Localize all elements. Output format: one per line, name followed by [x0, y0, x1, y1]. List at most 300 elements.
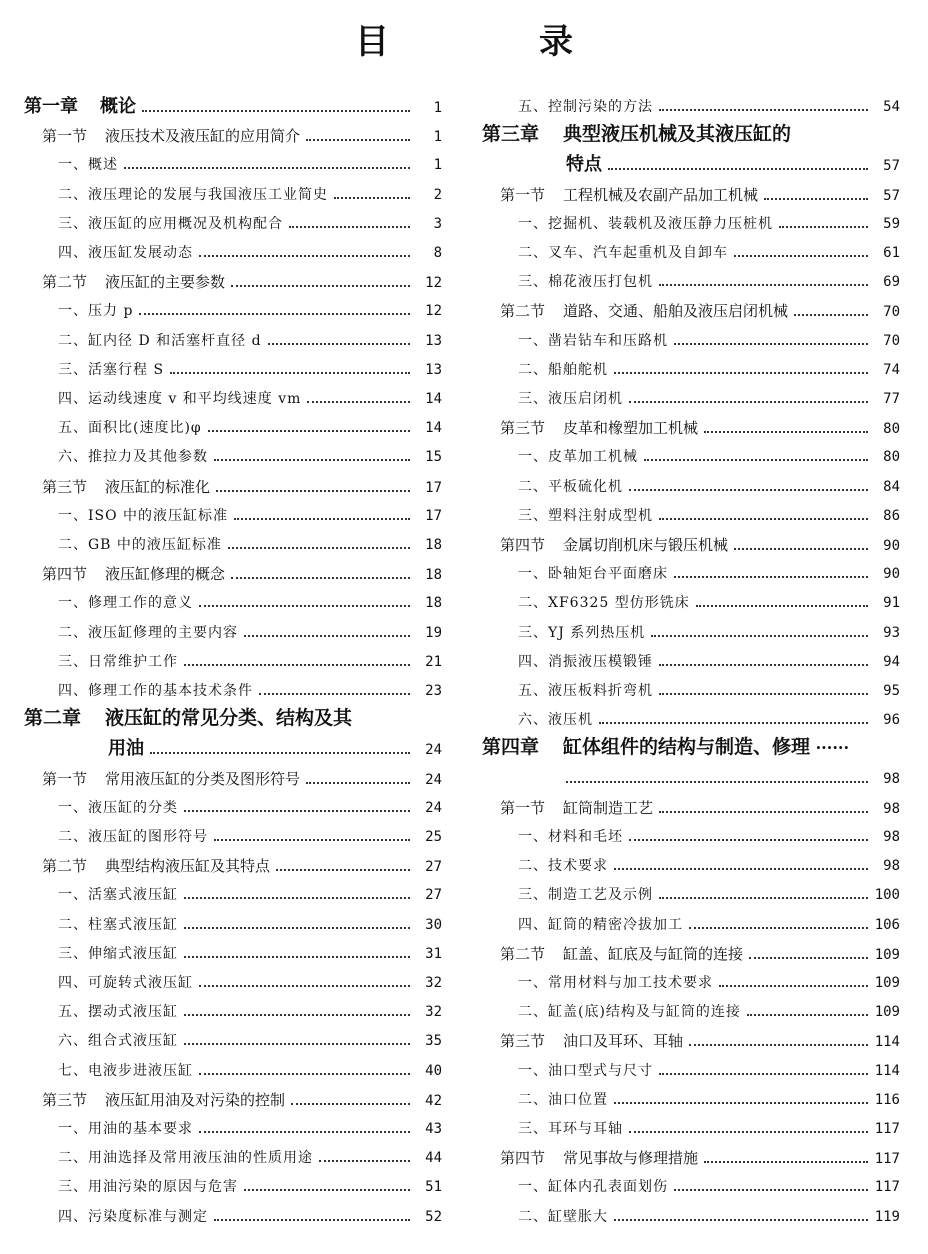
dot-leader [566, 781, 868, 783]
dot-leader [184, 927, 410, 929]
section-title: 液压缸的主要参数 [105, 273, 226, 292]
page-number: 21 [425, 653, 442, 670]
dot-leader [268, 343, 410, 345]
page-number: 54 [883, 99, 900, 115]
page-number: 70 [883, 332, 900, 349]
page-number: 93 [883, 624, 900, 641]
item-title: 二、缸盖(底)结构及与缸筒的连接 [518, 1004, 741, 1021]
dot-leader [629, 489, 868, 491]
page-number: 98 [883, 770, 900, 787]
page-number: 57 [883, 158, 900, 175]
toc-entry [58, 911, 442, 939]
page-number: 61 [883, 245, 900, 261]
item-title: 一、材料和毛坯 [518, 829, 623, 845]
dot-leader [747, 1014, 868, 1016]
toc-entry [518, 881, 900, 909]
toc-entry [42, 852, 442, 880]
dot-leader [199, 255, 410, 257]
page-number: 2 [433, 186, 442, 203]
page-number: 18 [425, 537, 442, 553]
page-number: 27 [425, 859, 442, 876]
page-number: 31 [425, 945, 442, 962]
item-title: 四、液压缸发展动态 [58, 245, 193, 261]
chapter-number: 第二章 [24, 707, 82, 730]
toc-entry [518, 969, 900, 997]
dot-leader [214, 839, 410, 841]
section-title: 皮革和橡塑加工机械 [563, 419, 699, 438]
dot-leader [214, 1219, 410, 1221]
toc-entry [518, 911, 900, 939]
page-number: 114 [874, 1034, 900, 1051]
toc-entry [518, 648, 900, 676]
section-number: 第三节 [42, 1090, 88, 1109]
toc-entry [518, 473, 900, 501]
page-number: 109 [874, 975, 900, 991]
dot-leader [659, 811, 868, 813]
dot-leader [651, 635, 868, 637]
dot-leader [276, 869, 410, 871]
toc-entry [58, 648, 442, 676]
section-title: 缸盖、缸底及与缸筒的连接 [563, 944, 744, 963]
page-number: 19 [425, 624, 442, 641]
page-number: 80 [883, 421, 900, 438]
dot-leader [214, 459, 410, 461]
dot-leader [674, 1189, 868, 1191]
toc-entry [42, 560, 442, 588]
page-number: 24 [425, 771, 442, 788]
dot-leader [629, 401, 868, 403]
page-number: 51 [425, 1179, 442, 1196]
page-number: 44 [425, 1150, 442, 1167]
dot-leader [689, 1044, 868, 1046]
page-number: 95 [883, 683, 900, 699]
section-title: 常见事故与修理措施 [563, 1149, 699, 1168]
dot-leader [216, 490, 410, 492]
dot-leader [139, 313, 410, 315]
toc-entry [500, 794, 900, 822]
dot-leader [644, 459, 868, 461]
toc-entry [518, 356, 900, 384]
dot-leader [199, 985, 410, 987]
page-number: 117 [874, 1179, 900, 1196]
item-title: 五、摆动式液压缸 [58, 1004, 178, 1021]
page-number: 18 [425, 567, 442, 584]
toc-entry [58, 823, 442, 851]
item-title: 一、皮革加工机械 [518, 449, 638, 466]
dot-leader [244, 1189, 410, 1191]
dot-leader [659, 109, 868, 111]
page-number: 74 [883, 361, 900, 378]
dot-leader [719, 985, 868, 987]
toc-entry [518, 93, 900, 121]
toc-entry [500, 297, 900, 325]
item-title: 二、技术要求 [518, 858, 608, 875]
dot-leader [184, 1043, 410, 1045]
page-number: 84 [883, 478, 900, 495]
dot-leader [614, 1102, 868, 1104]
section-number: 第二节 [500, 302, 546, 321]
section-title: 工程机械及农副产品加工机械 [563, 185, 759, 204]
section-number: 第一节 [500, 798, 546, 817]
page-number: 15 [425, 449, 442, 466]
dot-leader [184, 1014, 410, 1016]
item-title: 二、叉车、汽车起重机及自卸车 [518, 245, 728, 261]
item-title: 一、油口型式与尺寸 [518, 1062, 653, 1079]
toc-entry [42, 473, 442, 501]
page-number: 117 [874, 1121, 900, 1137]
dot-leader [231, 285, 410, 287]
toc-entry [42, 268, 442, 296]
item-title: 一、ISO 中的液压缸标准 [58, 507, 229, 524]
item-title: 一、压力 p [58, 303, 134, 320]
dot-leader [659, 664, 868, 666]
page-number: 25 [425, 829, 442, 845]
section-title: 金属切削机床与锻压机械 [563, 536, 729, 554]
dot-leader [696, 605, 868, 607]
toc-entry [518, 1203, 900, 1231]
item-title: 三、液压缸的应用概况及机构配合 [58, 215, 283, 232]
toc-entry [58, 181, 442, 209]
dot-leader [794, 314, 868, 316]
dot-leader [674, 343, 868, 345]
dot-leader [608, 168, 868, 170]
item-title: 三、日常维护工作 [58, 653, 178, 670]
section-number: 第二节 [42, 857, 88, 876]
chapter-title: 液压缸的常见分类、结构及其 [105, 707, 353, 730]
item-title: 二、液压理论的发展与我国液压工业简史 [58, 186, 328, 203]
chapter-number: 第一章 [24, 96, 78, 117]
page-number: 17 [425, 507, 442, 524]
item-title: 五、面积比(速度比)φ [58, 420, 202, 437]
page-number: 23 [425, 683, 442, 699]
chapter-title-continued: 用油 [108, 738, 144, 760]
dot-leader [306, 139, 410, 141]
page-number: 86 [883, 507, 900, 524]
page-number: 119 [874, 1208, 900, 1225]
item-title: 一、缸体内孔表面划伤 [518, 1179, 668, 1196]
dot-leader [228, 547, 410, 549]
section-number: 第一节 [42, 769, 88, 788]
dot-leader [674, 576, 868, 578]
page-number: 3 [433, 215, 442, 232]
dot-leader [170, 372, 410, 374]
dot-leader [307, 401, 410, 403]
item-title: 四、消振液压模锻锤 [518, 653, 653, 670]
section-number: 第三节 [500, 1032, 546, 1051]
dot-leader [659, 693, 868, 695]
toc-entry [58, 151, 442, 179]
toc-entry [500, 531, 900, 559]
item-title: 二、液压缸的图形符号 [58, 829, 208, 845]
dot-leader [184, 956, 410, 958]
page-number: 96 [883, 712, 900, 729]
page-number: 116 [874, 1091, 900, 1108]
dot-leader [659, 284, 868, 286]
toc-entry [518, 706, 900, 734]
item-title: 四、可旋转式液压缸 [58, 975, 193, 991]
dot-leader [614, 1219, 868, 1221]
section-title: 缸筒制造工艺 [563, 798, 654, 817]
chapter-heading [24, 704, 352, 732]
page-number: 14 [425, 391, 442, 407]
item-title: 二、缸壁胀大 [518, 1208, 608, 1225]
item-title: 三、耳环与耳轴 [518, 1121, 623, 1137]
page-number: 80 [883, 449, 900, 466]
page-number: 98 [883, 800, 900, 817]
dot-leader [704, 1161, 868, 1163]
section-title: 液压缸修理的概念 [105, 565, 226, 584]
toc-entry [518, 560, 900, 588]
dot-leader [289, 226, 410, 228]
toc-entry [566, 765, 900, 793]
toc-entry [58, 414, 442, 442]
section-number: 第四节 [500, 1149, 546, 1168]
dot-leader [231, 577, 410, 579]
item-title: 一、液压缸的分类 [58, 799, 178, 816]
section-title: 液压缸用油及对污染的控制 [105, 1090, 286, 1109]
item-title: 四、运动线速度 v 和平均线速度 vm [58, 391, 302, 407]
page-number: 90 [883, 538, 900, 554]
dot-leader: ······ [810, 738, 850, 758]
toc-entry [58, 1144, 442, 1172]
page-number: 90 [883, 566, 900, 583]
toc-entry [58, 589, 442, 617]
item-title: 一、概述 [58, 157, 118, 174]
toc-entry [518, 1086, 900, 1114]
dot-leader [184, 810, 410, 812]
toc-entry [58, 531, 442, 559]
page-number: 42 [425, 1092, 442, 1109]
toc-entry [24, 93, 442, 121]
page-number: 98 [883, 858, 900, 875]
toc-entry [58, 969, 442, 997]
section-number: 第二节 [500, 944, 546, 963]
page-title: 目 录 [355, 22, 631, 62]
section-title: 典型结构液压缸及其特点 [105, 857, 271, 876]
page-number: 17 [425, 479, 442, 496]
dot-leader [334, 197, 410, 199]
page-number: 35 [425, 1033, 442, 1050]
item-title: 二、液压缸修理的主要内容 [58, 624, 238, 641]
toc-entry [518, 327, 900, 355]
section-title: 液压技术及液压缸的应用简介 [105, 127, 301, 146]
toc-entry [42, 765, 442, 793]
page-number: 43 [425, 1121, 442, 1137]
section-number: 第二节 [42, 273, 88, 292]
section-number: 第一节 [42, 127, 88, 146]
toc-entry [500, 940, 900, 968]
toc-entry [500, 1027, 900, 1055]
item-title: 三、活塞行程 S [58, 361, 165, 378]
toc-entry [500, 181, 900, 209]
page-number: 98 [883, 829, 900, 845]
dot-leader [199, 1131, 410, 1133]
toc-entry [518, 677, 900, 705]
section-title: 常用液压缸的分类及图形符号 [105, 769, 301, 788]
item-title: 一、活塞式液压缸 [58, 887, 178, 904]
toc-entry [58, 443, 442, 471]
page-number: 40 [425, 1062, 442, 1079]
item-title: 一、凿岩钻车和压路机 [518, 332, 668, 349]
item-title: 三、液压启闭机 [518, 391, 623, 407]
toc-entry [58, 210, 442, 238]
item-title: 二、柱塞式液压缸 [58, 916, 178, 933]
toc-entry [58, 239, 442, 267]
toc-entry [58, 881, 442, 909]
dot-leader [764, 198, 868, 200]
dot-leader [614, 372, 868, 374]
toc-entry [58, 502, 442, 530]
page-number: 77 [883, 391, 900, 407]
toc-entry [518, 852, 900, 880]
page-number: 1 [433, 100, 442, 116]
item-title: 六、液压机 [518, 712, 593, 729]
dot-leader [142, 110, 410, 112]
dot-leader [208, 430, 410, 432]
toc-entry [58, 1057, 442, 1085]
dot-leader [659, 897, 868, 899]
dot-leader [184, 897, 410, 899]
item-title: 二、船舶舵机 [518, 361, 608, 378]
dot-leader [629, 1131, 868, 1133]
section-number: 第一节 [500, 185, 546, 204]
section-number: 第四节 [500, 536, 546, 554]
dot-leader [150, 752, 410, 754]
toc-entry [518, 210, 900, 238]
dot-leader [629, 839, 868, 841]
item-title: 六、组合式液压缸 [58, 1033, 178, 1050]
section-title: 液压缸的标准化 [105, 477, 211, 496]
dot-leader [319, 1160, 410, 1162]
dot-leader [734, 255, 868, 257]
dot-leader [659, 1073, 868, 1075]
section-title: 油口及耳环、耳轴 [563, 1032, 684, 1051]
toc-entry [58, 1203, 442, 1231]
toc-entry [108, 735, 442, 763]
item-title: 一、卧轴矩台平面磨床 [518, 566, 668, 583]
toc-entry [58, 677, 442, 705]
toc-entry [42, 122, 442, 150]
item-title: 四、修理工作的基本技术条件 [58, 683, 253, 699]
chapter-title-continued: 特点 [566, 154, 602, 176]
toc-entry [58, 297, 442, 325]
page-number: 109 [874, 1004, 900, 1021]
item-title: 二、平板硫化机 [518, 478, 623, 495]
chapter-title: 缸体组件的结构与制造、修理 [563, 736, 811, 759]
toc-entry [518, 823, 900, 851]
section-number: 第四节 [42, 565, 88, 584]
page-number: 8 [433, 245, 442, 261]
page-number: 32 [425, 1004, 442, 1021]
dot-leader [734, 548, 868, 550]
page-number: 70 [883, 304, 900, 321]
item-title: 四、污染度标准与测定 [58, 1208, 208, 1225]
item-title: 二、GB 中的液压缸标准 [58, 537, 222, 553]
item-title: 一、常用材料与加工技术要求 [518, 975, 713, 991]
page-number: 24 [425, 742, 442, 759]
item-title: 二、缸内径 D 和活塞杆直径 d [58, 332, 262, 349]
item-title: 二、XF6325 型仿形铣床 [518, 595, 690, 612]
toc-entry [518, 502, 900, 530]
page-number: 109 [874, 946, 900, 963]
item-title: 三、制造工艺及示例 [518, 887, 653, 904]
chapter-number: 第三章 [482, 123, 540, 146]
dot-leader [244, 635, 410, 637]
toc-entry [58, 1115, 442, 1143]
toc-entry [518, 589, 900, 617]
page-number: 14 [425, 420, 442, 437]
dot-leader [779, 226, 868, 228]
toc-entry [518, 1173, 900, 1201]
toc-entry [500, 1144, 900, 1172]
item-title: 一、用油的基本要求 [58, 1121, 193, 1137]
dot-leader [659, 518, 868, 520]
item-title: 七、电液步进液压缸 [58, 1062, 193, 1079]
dot-leader [124, 167, 410, 169]
page-number: 91 [883, 595, 900, 612]
item-title: 一、修理工作的意义 [58, 595, 193, 612]
page-number: 13 [425, 361, 442, 378]
toc-entry [58, 1173, 442, 1201]
dot-leader [184, 664, 410, 666]
page-number: 32 [425, 975, 442, 991]
item-title: 一、挖掘机、装载机及液压静力压桩机 [518, 215, 773, 232]
chapter-number: 第四章 [482, 736, 540, 759]
dot-leader [614, 868, 868, 870]
page-number: 100 [874, 887, 900, 904]
toc-entry [518, 443, 900, 471]
chapter-heading [482, 733, 849, 761]
page-number: 52 [425, 1208, 442, 1225]
item-title: 三、用油污染的原因与危害 [58, 1179, 238, 1196]
dot-leader [749, 957, 868, 959]
toc-entry [58, 356, 442, 384]
page-number: 30 [425, 916, 442, 933]
toc-entry [518, 1057, 900, 1085]
toc-entry [518, 268, 900, 296]
toc-entry [518, 385, 900, 413]
page-number: 117 [874, 1151, 900, 1168]
page-number: 69 [883, 274, 900, 291]
chapter-title: 典型液压机械及其液压缸的 [563, 123, 792, 146]
dot-leader [306, 782, 410, 784]
item-title: 二、用油选择及常用液压油的性质用途 [58, 1150, 313, 1167]
toc-entry [518, 1115, 900, 1143]
section-number: 第三节 [42, 477, 88, 496]
page-number: 114 [874, 1062, 900, 1079]
page-number: 12 [425, 275, 442, 292]
toc-entry [58, 1027, 442, 1055]
toc-entry [58, 619, 442, 647]
toc-entry [518, 998, 900, 1026]
dot-leader [689, 927, 868, 929]
page-number: 1 [433, 157, 442, 174]
dot-leader [199, 605, 410, 607]
dot-leader [234, 518, 410, 520]
page-number: 12 [425, 303, 442, 320]
page-number: 59 [883, 215, 900, 232]
chapter-title: 概论 [100, 96, 136, 117]
toc-entry [566, 151, 900, 179]
page-number: 1 [433, 129, 442, 146]
toc-entry [58, 940, 442, 968]
toc-entry [518, 239, 900, 267]
dot-leader [199, 1073, 410, 1075]
dot-leader [599, 722, 868, 724]
page-number: 13 [425, 332, 442, 349]
page-number: 24 [425, 799, 442, 816]
toc-entry [58, 998, 442, 1026]
